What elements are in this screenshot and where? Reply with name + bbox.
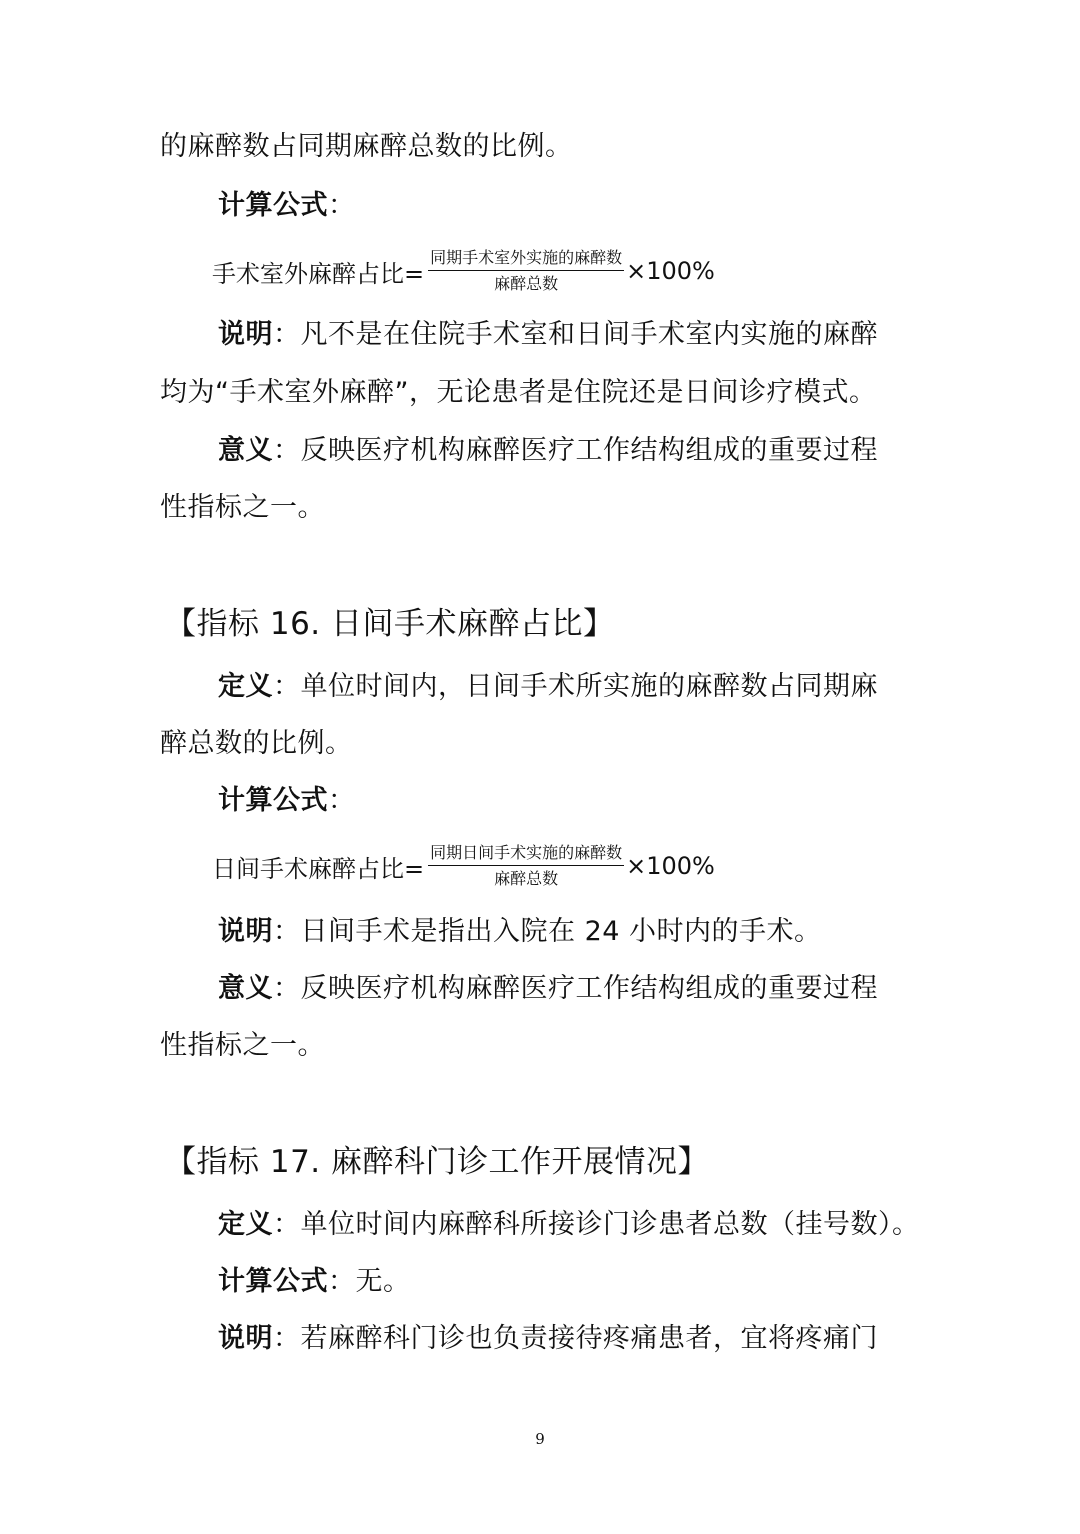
note-colon: ： xyxy=(273,916,301,947)
meaning-text: 性指标之一。 xyxy=(160,1030,325,1061)
definition-paragraph xyxy=(218,1208,920,1242)
definition-text: 单位时间内麻醉科所接诊门诊患者总数（挂号数）。 xyxy=(300,1209,920,1240)
formula-rhs: ×100% xyxy=(626,257,715,285)
note-label: 说明 xyxy=(218,319,273,350)
page-number: 9 xyxy=(535,1430,545,1448)
note-label: 说明 xyxy=(218,916,273,947)
definition-colon: ： xyxy=(273,1209,301,1240)
formula-heading xyxy=(218,189,356,223)
formula-numerator: 同期手术室外实施的麻醉数 xyxy=(428,248,624,271)
formula-outside-or-ratio xyxy=(212,248,715,294)
formula-label: 计算公式 xyxy=(218,190,328,221)
meaning-paragraph xyxy=(218,434,878,468)
meaning-text: 性指标之一。 xyxy=(160,492,325,523)
formula-label: 计算公式 xyxy=(218,785,328,816)
note-text: 均为“手术室外麻醉”，无论患者是住院还是日间诊疗模式。 xyxy=(160,377,877,408)
meaning-label: 意义 xyxy=(218,973,273,1004)
note-text: 日间手术是指出入院在 24 小时内的手术。 xyxy=(300,916,822,947)
definition-text: 单位时间内，日间手术所实施的麻醉数占同期麻 xyxy=(300,671,878,702)
note-paragraph-cont xyxy=(160,376,876,410)
formula-denominator: 麻醉总数 xyxy=(494,274,559,293)
meaning-text: 反映医疗机构麻醉医疗工作结构组成的重要过程 xyxy=(300,973,878,1004)
meaning-label: 意义 xyxy=(218,435,273,466)
formula-heading xyxy=(218,1265,411,1299)
formula-fraction xyxy=(428,248,624,294)
formula-fraction xyxy=(428,843,624,889)
formula-lhs: 日间手术麻醉占比= xyxy=(212,854,425,883)
note-paragraph xyxy=(218,915,822,949)
formula-label: 计算公式 xyxy=(218,1266,328,1297)
meaning-paragraph xyxy=(218,972,878,1006)
definition-text: 醉总数的比例。 xyxy=(160,728,353,759)
note-paragraph xyxy=(218,318,878,352)
section-heading-16: 【指标 16. 日间手术麻醉占比】 xyxy=(165,606,615,642)
body-text: 的麻醉数占同期麻醉总数的比例。 xyxy=(160,131,573,162)
note-colon: ： xyxy=(273,319,301,350)
definition-label: 定义 xyxy=(218,671,273,702)
meaning-paragraph-cont xyxy=(160,1029,325,1063)
note-colon: ： xyxy=(273,1323,301,1354)
formula-value: 无。 xyxy=(355,1266,411,1297)
meaning-paragraph-cont xyxy=(160,491,325,525)
formula-rhs: ×100% xyxy=(626,852,715,880)
section-heading-17: 【指标 17. 麻醉科门诊工作开展情况】 xyxy=(165,1144,710,1180)
meaning-colon: ： xyxy=(273,973,301,1004)
meaning-colon: ： xyxy=(273,435,301,466)
body-text-line xyxy=(160,130,573,164)
formula-heading xyxy=(218,784,356,818)
note-text: 凡不是在住院手术室和日间手术室内实施的麻醉 xyxy=(300,319,878,350)
definition-paragraph-cont xyxy=(160,727,353,761)
formula-colon: ： xyxy=(328,190,356,221)
definition-label: 定义 xyxy=(218,1209,273,1240)
note-paragraph xyxy=(218,1322,878,1356)
formula-colon: ： xyxy=(328,1266,356,1297)
note-label: 说明 xyxy=(218,1323,273,1354)
note-text: 若麻醉科门诊也负责接待疼痛患者，宜将疼痛门 xyxy=(300,1323,878,1354)
meaning-text: 反映医疗机构麻醉医疗工作结构组成的重要过程 xyxy=(300,435,878,466)
formula-day-surgery-ratio xyxy=(212,843,715,889)
formula-numerator: 同期日间手术实施的麻醉数 xyxy=(428,843,624,866)
formula-colon: ： xyxy=(328,785,356,816)
definition-paragraph xyxy=(218,670,878,704)
definition-colon: ： xyxy=(273,671,301,702)
formula-lhs: 手术室外麻醉占比= xyxy=(212,259,425,288)
formula-denominator: 麻醉总数 xyxy=(494,869,559,888)
